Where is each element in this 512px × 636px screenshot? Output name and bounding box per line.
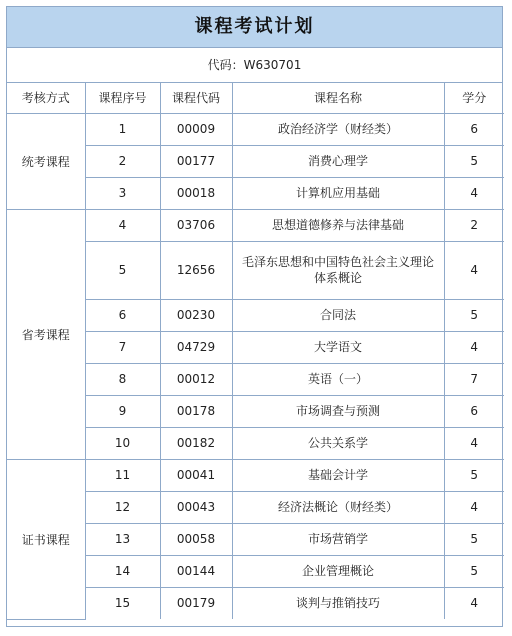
course-no: 1: [85, 113, 160, 145]
course-no: 2: [85, 145, 160, 177]
course-code: 00009: [160, 113, 232, 145]
course-name: 消费心理学: [232, 145, 444, 177]
course-no: 6: [85, 299, 160, 331]
course-no: 11: [85, 459, 160, 491]
course-no: 10: [85, 427, 160, 459]
course-credit: 5: [444, 459, 504, 491]
course-code: 00018: [160, 177, 232, 209]
course-no: 14: [85, 555, 160, 587]
course-name: 基础会计学: [232, 459, 444, 491]
course-no: 8: [85, 363, 160, 395]
course-code: 03706: [160, 209, 232, 241]
header-course-name: 课程名称: [232, 83, 444, 113]
course-no: 3: [85, 177, 160, 209]
course-name: 英语（一）: [232, 363, 444, 395]
course-name: 思想道德修养与法律基础: [232, 209, 444, 241]
course-no: 9: [85, 395, 160, 427]
course-code: 00012: [160, 363, 232, 395]
course-code: 00230: [160, 299, 232, 331]
page-title: 课程考试计划: [7, 7, 502, 48]
course-code: 00179: [160, 587, 232, 619]
course-credit: 2: [444, 209, 504, 241]
course-no: 12: [85, 491, 160, 523]
header-method: 考核方式: [7, 83, 85, 113]
course-credit: 5: [444, 299, 504, 331]
table-row: [7, 459, 504, 491]
course-code: 00041: [160, 459, 232, 491]
group-method-cell: 证书课程: [7, 459, 85, 619]
course-name: 合同法: [232, 299, 444, 331]
header-course-no: 课程序号: [85, 83, 160, 113]
course-code: 00182: [160, 427, 232, 459]
course-name: 公共关系学: [232, 427, 444, 459]
course-no: 15: [85, 587, 160, 619]
group-method-cell: 省考课程: [7, 209, 85, 459]
course-name: 大学语文: [232, 331, 444, 363]
course-code: 12656: [160, 241, 232, 299]
course-credit: 7: [444, 363, 504, 395]
course-credit: 5: [444, 555, 504, 587]
course-code: 00144: [160, 555, 232, 587]
course-name: 市场营销学: [232, 523, 444, 555]
program-code: 代码：W630701: [7, 48, 502, 83]
course-no: 7: [85, 331, 160, 363]
course-code: 00058: [160, 523, 232, 555]
course-credit: 5: [444, 523, 504, 555]
course-credit: 6: [444, 113, 504, 145]
group-method-cell: 统考课程: [7, 113, 85, 209]
course-credit: 5: [444, 145, 504, 177]
table-row: [7, 113, 504, 145]
course-code: 00178: [160, 395, 232, 427]
course-name: 谈判与推销技巧: [232, 587, 444, 619]
course-name: 政治经济学（财经类）: [232, 113, 444, 145]
table-row: [7, 209, 504, 241]
course-name: 经济法概论（财经类）: [232, 491, 444, 523]
course-credit: 4: [444, 491, 504, 523]
course-no: 5: [85, 241, 160, 299]
course-code: 00177: [160, 145, 232, 177]
header-credit: 学分: [444, 83, 504, 113]
course-credit: 4: [444, 331, 504, 363]
header-course-code: 课程代码: [160, 83, 232, 113]
course-credit: 4: [444, 177, 504, 209]
course-name: 毛泽东思想和中国特色社会主义理论体系概论: [232, 241, 444, 299]
exam-plan-table: [6, 6, 503, 627]
course-no: 13: [85, 523, 160, 555]
course-no: 4: [85, 209, 160, 241]
course-name: 计算机应用基础: [232, 177, 444, 209]
course-name: 市场调查与预测: [232, 395, 444, 427]
course-table: [7, 83, 504, 620]
course-code: 00043: [160, 491, 232, 523]
course-name: 企业管理概论: [232, 555, 444, 587]
course-credit: 4: [444, 587, 504, 619]
course-credit: 4: [444, 241, 504, 299]
course-credit: 4: [444, 427, 504, 459]
course-credit: 6: [444, 395, 504, 427]
table-header-row: [7, 83, 504, 113]
course-code: 04729: [160, 331, 232, 363]
